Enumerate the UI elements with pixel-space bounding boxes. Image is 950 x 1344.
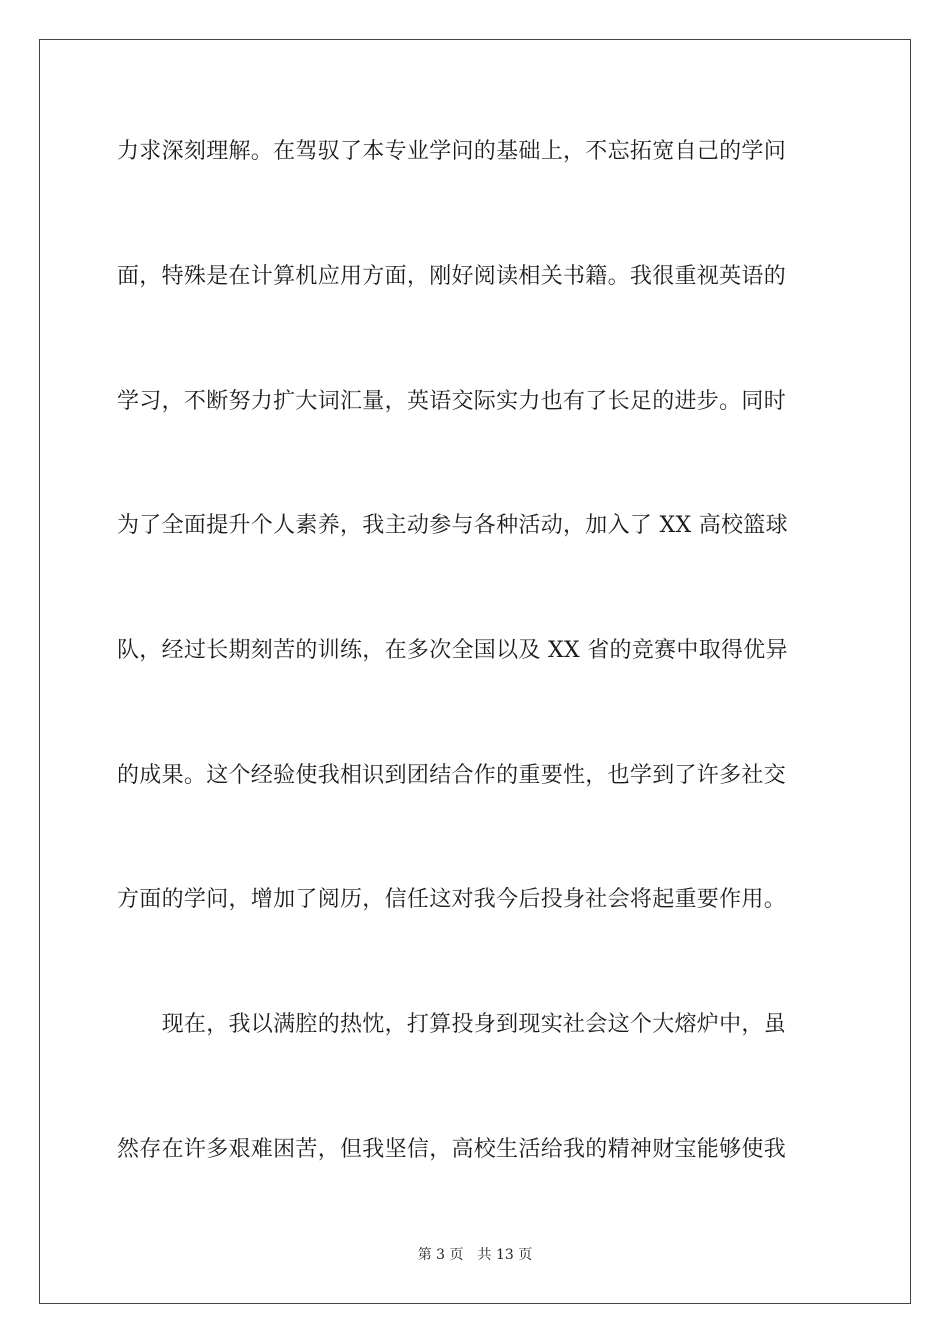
- page-border: [39, 39, 911, 1304]
- body-text-line: 方面的学问，增加了阅历，信任这对我今后投身社会将起重要作用。: [117, 887, 787, 912]
- body-text-line: 力求深刻理解。在驾驭了本专业学问的基础上，不忘拓宽自己的学问: [117, 139, 787, 164]
- body-text-line: 然存在许多艰难困苦，但我坚信，高校生活给我的精神财宝能够使我: [117, 1137, 787, 1162]
- body-text-line: 队，经过长期刻苦的训练，在多次全国以及 XX 省的竞赛中取得优异: [117, 638, 788, 663]
- body-text-line: 的成果。这个经验使我相识到团结合作的重要性，也学到了许多社交: [117, 763, 787, 788]
- body-text-line: 学习，不断努力扩大词汇量，英语交际实力也有了长足的进步。同时: [117, 389, 787, 414]
- page-total: 共 13 页: [477, 1247, 533, 1263]
- body-text-line: 现在，我以满腔的热忱，打算投身到现实社会这个大熔炉中，虽: [117, 1012, 787, 1037]
- page-footer: [0, 1246, 950, 1264]
- body-text-line: 面，特殊是在计算机应用方面，刚好阅读相关书籍。我很重视英语的: [117, 264, 787, 289]
- body-text-line: 为了全面提升个人素养，我主动参与各种活动，加入了 XX 高校篮球: [117, 513, 788, 538]
- page-number: 第 3 页: [417, 1247, 464, 1263]
